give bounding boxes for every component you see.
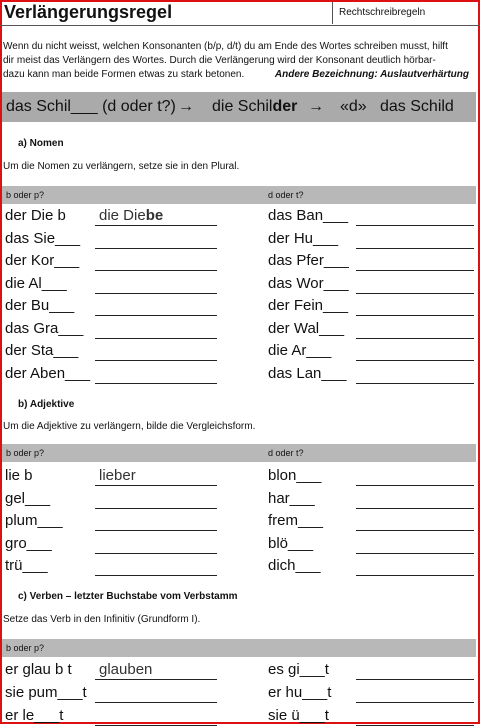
answer-line-right[interactable] (356, 485, 474, 486)
exercise-word-left: trü___ (5, 557, 48, 574)
example-answer (99, 207, 163, 224)
exercise-word-right: die Ar___ (268, 342, 332, 359)
section-b-header-row (2, 444, 476, 462)
intro-line-2: dir meist das Verlängern des Wortes. Durch die Verlängerung wird der Konsonant deutlich hörbar- (3, 55, 436, 66)
exercise-word-right: das Pfer___ (268, 252, 349, 269)
example-answer-part: lieber (99, 467, 136, 484)
section-c-header-row (2, 639, 476, 657)
arrow-icon: → (308, 98, 324, 115)
alt-name: Andere Bezeichnung: Auslautverhärtung (274, 69, 469, 80)
answer-line-left[interactable] (95, 575, 217, 576)
exercise-word-left: die Al___ (5, 274, 67, 292)
intro-line-3-text: dazu kann man beide Formen etwas zu stark betonen. (3, 69, 245, 80)
exercise-word-left: gro___ (5, 534, 52, 552)
answer-line-left[interactable] (95, 270, 217, 271)
answer-line-left[interactable] (95, 702, 217, 703)
section-b-title: b) Adjektive (18, 399, 75, 410)
exercise-word-right: har___ (268, 489, 315, 507)
exercise-word-left: er le___t (5, 707, 64, 724)
section-c-title: c) Verben – letzter Buchstabe vom Verbstamm (18, 591, 238, 602)
answer-line-right[interactable] (356, 383, 474, 384)
section-b-instruction: Um die Adjektive zu verlängern, bilde die Vergleichsform. (3, 421, 256, 432)
answer-line-right[interactable] (356, 225, 474, 226)
exercise-word-left: plum___ (5, 512, 63, 529)
exercise-word-right: das Ban___ (268, 207, 349, 224)
right-column-header: d oder t? (268, 448, 304, 458)
example-answer-part: be (145, 207, 164, 224)
exercise-word-left: der Aben___ (5, 364, 91, 382)
exercise-word-left: lie b (5, 467, 33, 484)
right-column-header: d oder t? (268, 190, 304, 200)
intro-line-1: Wenn du nicht weisst, welchen Konsonanten (b/p, d/t) du am Ende des Wortes schreiben musst, hilft (3, 41, 448, 52)
banner-part-3: «d» (340, 98, 367, 115)
exercise-word-right: frem___ (268, 512, 324, 529)
answer-line-left[interactable] (95, 315, 217, 316)
example-answer-part: glauben (99, 661, 153, 678)
exercise-word-left: das Sie___ (5, 229, 81, 247)
header-divider (0, 25, 480, 26)
left-column-header: b oder p? (6, 643, 45, 653)
page-title: Verlängerungsregel (4, 2, 173, 22)
left-column-header: b oder p? (6, 190, 45, 200)
answer-line-left[interactable] (95, 338, 217, 339)
answer-line-left[interactable] (95, 383, 217, 384)
example-banner (2, 92, 476, 122)
exercise-word-left: sie pum___t (5, 684, 87, 701)
arrow-icon: → (178, 98, 194, 115)
exercise-word-right: es gi___t (268, 661, 329, 678)
answer-line-left[interactable] (95, 293, 217, 294)
section-a-title: a) Nomen (18, 138, 64, 149)
answer-line-right[interactable] (356, 270, 474, 271)
answer-line-right[interactable] (356, 679, 474, 680)
answer-line-left[interactable] (95, 485, 217, 486)
section-a-header-row (2, 186, 476, 204)
answer-line-right[interactable] (356, 248, 474, 249)
exercise-word-left: der Die b (5, 207, 66, 224)
answer-line-right[interactable] (356, 315, 474, 316)
banner-part-2b: der (272, 98, 298, 115)
example-answer-part: die Die (99, 207, 146, 224)
answer-line-left[interactable] (95, 679, 217, 680)
exercise-word-left: gel___ (5, 489, 51, 507)
answer-line-right[interactable] (356, 575, 474, 576)
exercise-word-right: blö___ (268, 534, 314, 552)
exercise-word-right: der Fein___ (268, 297, 349, 314)
exercise-word-right: dich___ (268, 557, 321, 574)
exercise-word-right: blon___ (268, 467, 322, 484)
exercise-word-right: sie ü___t (268, 707, 329, 724)
intro-line-3 (3, 68, 475, 82)
answer-line-left[interactable] (95, 508, 217, 509)
exercise-word-right: das Wor___ (268, 274, 349, 292)
answer-line-left[interactable] (95, 225, 217, 226)
exercise-word-right: der Wal___ (268, 319, 345, 337)
exercise-word-right: er hu___t (268, 684, 332, 701)
header-category: Rechtschreibregeln (332, 2, 478, 24)
answer-line-right[interactable] (356, 293, 474, 294)
banner-part-4: das Schild (380, 98, 454, 115)
answer-line-right[interactable] (356, 530, 474, 531)
section-a-instruction: Um die Nomen zu verlängern, setze sie in den Plural. (3, 161, 240, 172)
example-answer (99, 661, 152, 678)
exercise-word-left: der Bu___ (5, 297, 75, 314)
exercise-word-left: der Kor___ (5, 252, 80, 269)
example-answer (99, 467, 136, 484)
exercise-word-left: das Gra___ (5, 319, 84, 337)
exercise-word-left: der Sta___ (5, 342, 79, 359)
intro-text (3, 40, 475, 82)
answer-line-left[interactable] (95, 553, 217, 554)
answer-line-right[interactable] (356, 360, 474, 361)
banner-part-2 (212, 92, 297, 122)
answer-line-right[interactable] (356, 702, 474, 703)
worksheet-header (0, 0, 480, 26)
exercise-word-left: er glau b t (5, 661, 72, 678)
answer-line-right[interactable] (356, 338, 474, 339)
exercise-word-right: der Hu___ (268, 229, 339, 247)
left-column-header: b oder p? (6, 448, 45, 458)
answer-line-right[interactable] (356, 508, 474, 509)
answer-line-left[interactable] (95, 248, 217, 249)
answer-line-left[interactable] (95, 360, 217, 361)
section-c-instruction: Setze das Verb in den Infinitiv (Grundform I). (3, 614, 201, 625)
answer-line-right[interactable] (356, 553, 474, 554)
banner-part-1: das Schil___ (d oder t?) (6, 98, 176, 115)
banner-part-2a: die Schil (212, 98, 273, 115)
answer-line-left[interactable] (95, 530, 217, 531)
exercise-word-right: das Lan___ (268, 364, 347, 382)
